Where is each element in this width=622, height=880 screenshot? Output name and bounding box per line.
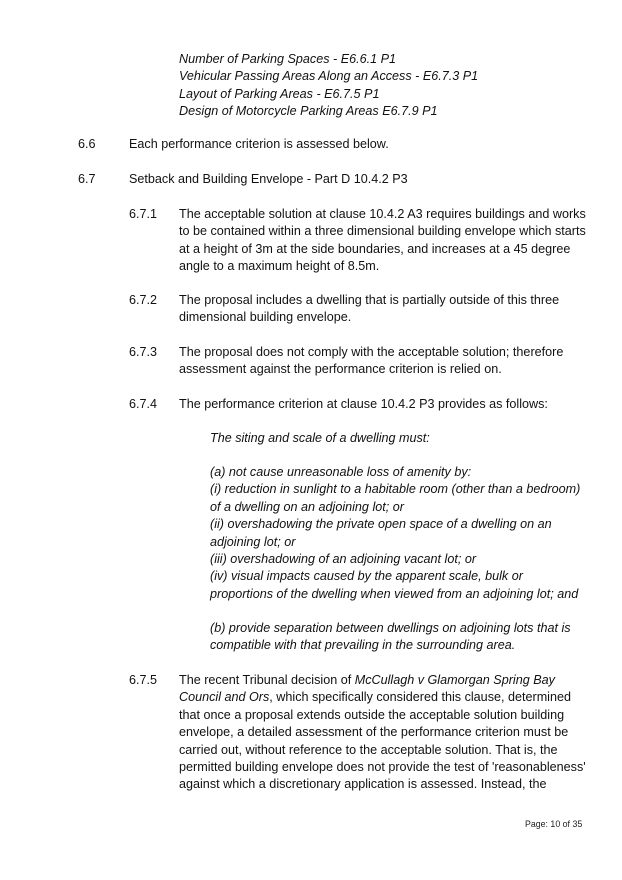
paragraph-line: against which a discretionary application is assessed. Instead, the (179, 777, 547, 792)
intro-list (179, 51, 478, 121)
paragraph-line: The proposal includes a dwelling that is partially outside of this three (179, 293, 560, 307)
intro-list-item: Design of Motorcycle Parking Areas E6.7.9 P1 (179, 104, 438, 119)
paragraph-line: dimensional building envelope. (179, 310, 352, 325)
paragraph-line: envelope, a detailed assessment of the performance criterion must be (179, 725, 569, 740)
quote-paragraph-a (210, 464, 580, 603)
quote-line: adjoining lot; or (210, 534, 296, 549)
quote-line: (iii) overshadowing of an adjoining vacant lot; or (210, 552, 477, 567)
quote-line: (a) not cause unreasonable loss of amenity by: (210, 465, 472, 479)
subsection-number: 6.7.2 (129, 293, 158, 307)
section-number: 6.6 (78, 137, 96, 151)
quote-line: of a dwelling on an adjoining lot; or (210, 499, 404, 514)
quote-line: (i) reduction in sunlight to a habitable room (other than a bedroom) (210, 482, 581, 497)
section-heading: Setback and Building Envelope - Part D 10.4.2 P3 (129, 172, 408, 186)
quoted-criterion (210, 430, 430, 447)
quote-line: (iv) visual impacts caused by the apparent scale, bulk or (210, 569, 523, 584)
quote-line: (b) provide separation between dwellings on adjoining lots that is (210, 621, 571, 635)
page-number: Page: 10 of 35 (525, 819, 583, 829)
section-number: 6.7 (78, 172, 96, 186)
case-citation: McCullagh v Glamorgan Spring Bay (354, 673, 555, 687)
intro-list-item: Number of Parking Spaces - E6.6.1 P1 (179, 52, 397, 66)
subsection-paragraph (179, 206, 586, 276)
intro-list-item: Vehicular Passing Areas Along an Access - E6.7.3 P1 (179, 69, 479, 84)
quote-paragraph-b (210, 620, 571, 655)
paragraph-line (179, 672, 586, 689)
paragraph-line: that once a proposal extends outside the acceptable solution building (179, 707, 565, 722)
paragraph-line: The acceptable solution at clause 10.4.2 A3 requires buildings and works (179, 207, 586, 221)
paragraph-line (179, 689, 586, 706)
subsection-paragraph (179, 292, 559, 327)
paragraph-line: The proposal does not comply with the acceptable solution; therefore (179, 345, 564, 359)
paragraph-line: permitted building envelope does not provide the test of 'reasonableness' (179, 760, 586, 775)
subsection-paragraph (179, 344, 563, 379)
paragraph-line: The performance criterion at clause 10.4.2 P3 provides as follows: (179, 397, 548, 411)
paragraph-line: carried out, without reference to the acceptable solution. That is, the (179, 742, 558, 757)
subsection-number: 6.7.1 (129, 207, 158, 221)
subsection-number: 6.7.4 (129, 397, 158, 411)
paragraph-line: at a height of 3m at the side boundaries, and increases at a 45 degree (179, 241, 571, 256)
subsection-number: 6.7.3 (129, 345, 158, 359)
text-run: The recent Tribunal decision of (179, 673, 355, 687)
subsection-paragraph (179, 672, 586, 794)
intro-list-item: Layout of Parking Areas - E6.7.5 P1 (179, 86, 380, 101)
quote-intro: The siting and scale of a dwelling must: (210, 431, 430, 445)
paragraph-line: angle to a maximum height of 8.5m. (179, 259, 380, 274)
paragraph-line: assessment against the performance criterion is relied on. (179, 362, 502, 377)
section-text: Each performance criterion is assessed below. (129, 137, 389, 151)
subsection-paragraph (179, 396, 548, 413)
text-run: , which specifically considered this clause, determined (269, 690, 571, 705)
paragraph-line: to be contained within a three dimensional building envelope which starts (179, 224, 586, 239)
subsection-number: 6.7.5 (129, 673, 158, 687)
case-citation: Council and Ors (179, 690, 270, 705)
quote-line: compatible with that prevailing in the surrounding area. (210, 638, 516, 653)
quote-line: (ii) overshadowing the private open space of a dwelling on an (210, 517, 552, 532)
quote-line: proportions of the dwelling when viewed from an adjoining lot; and (210, 586, 579, 601)
